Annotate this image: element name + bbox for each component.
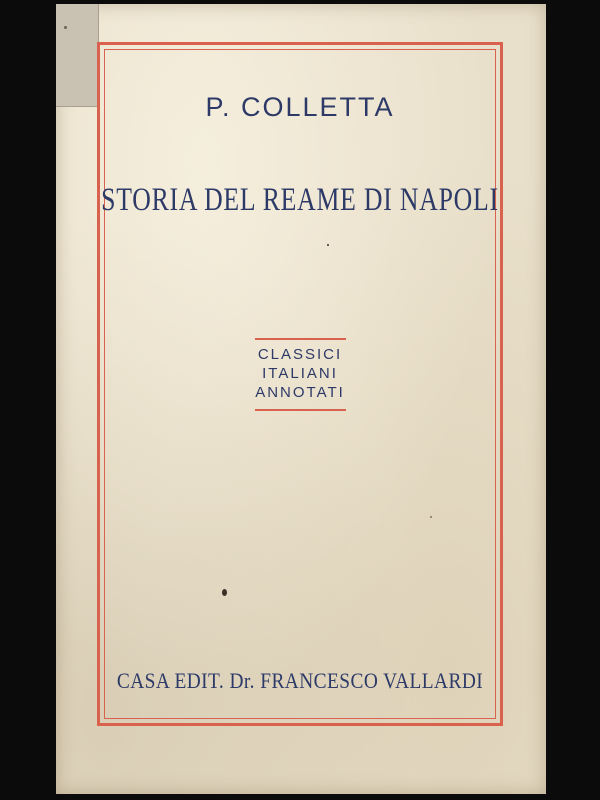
series-rule-top bbox=[255, 338, 346, 340]
paper-speck bbox=[430, 516, 432, 518]
paper-speck bbox=[327, 244, 329, 246]
series-line-1: CLASSICI bbox=[257, 346, 343, 363]
paper-speck bbox=[222, 589, 227, 596]
series-line-3: ANNOTATI bbox=[255, 384, 345, 401]
book-title: STORIA DEL REAME DI NAPOLI bbox=[101, 182, 499, 218]
series-rule-bottom bbox=[255, 409, 346, 411]
publisher-name: CASA EDIT. Dr. FRANCESCO VALLARDI bbox=[116, 668, 484, 693]
author-name: P. COLLETTA bbox=[205, 92, 395, 122]
series-line-2: ITALIANI bbox=[262, 365, 338, 382]
